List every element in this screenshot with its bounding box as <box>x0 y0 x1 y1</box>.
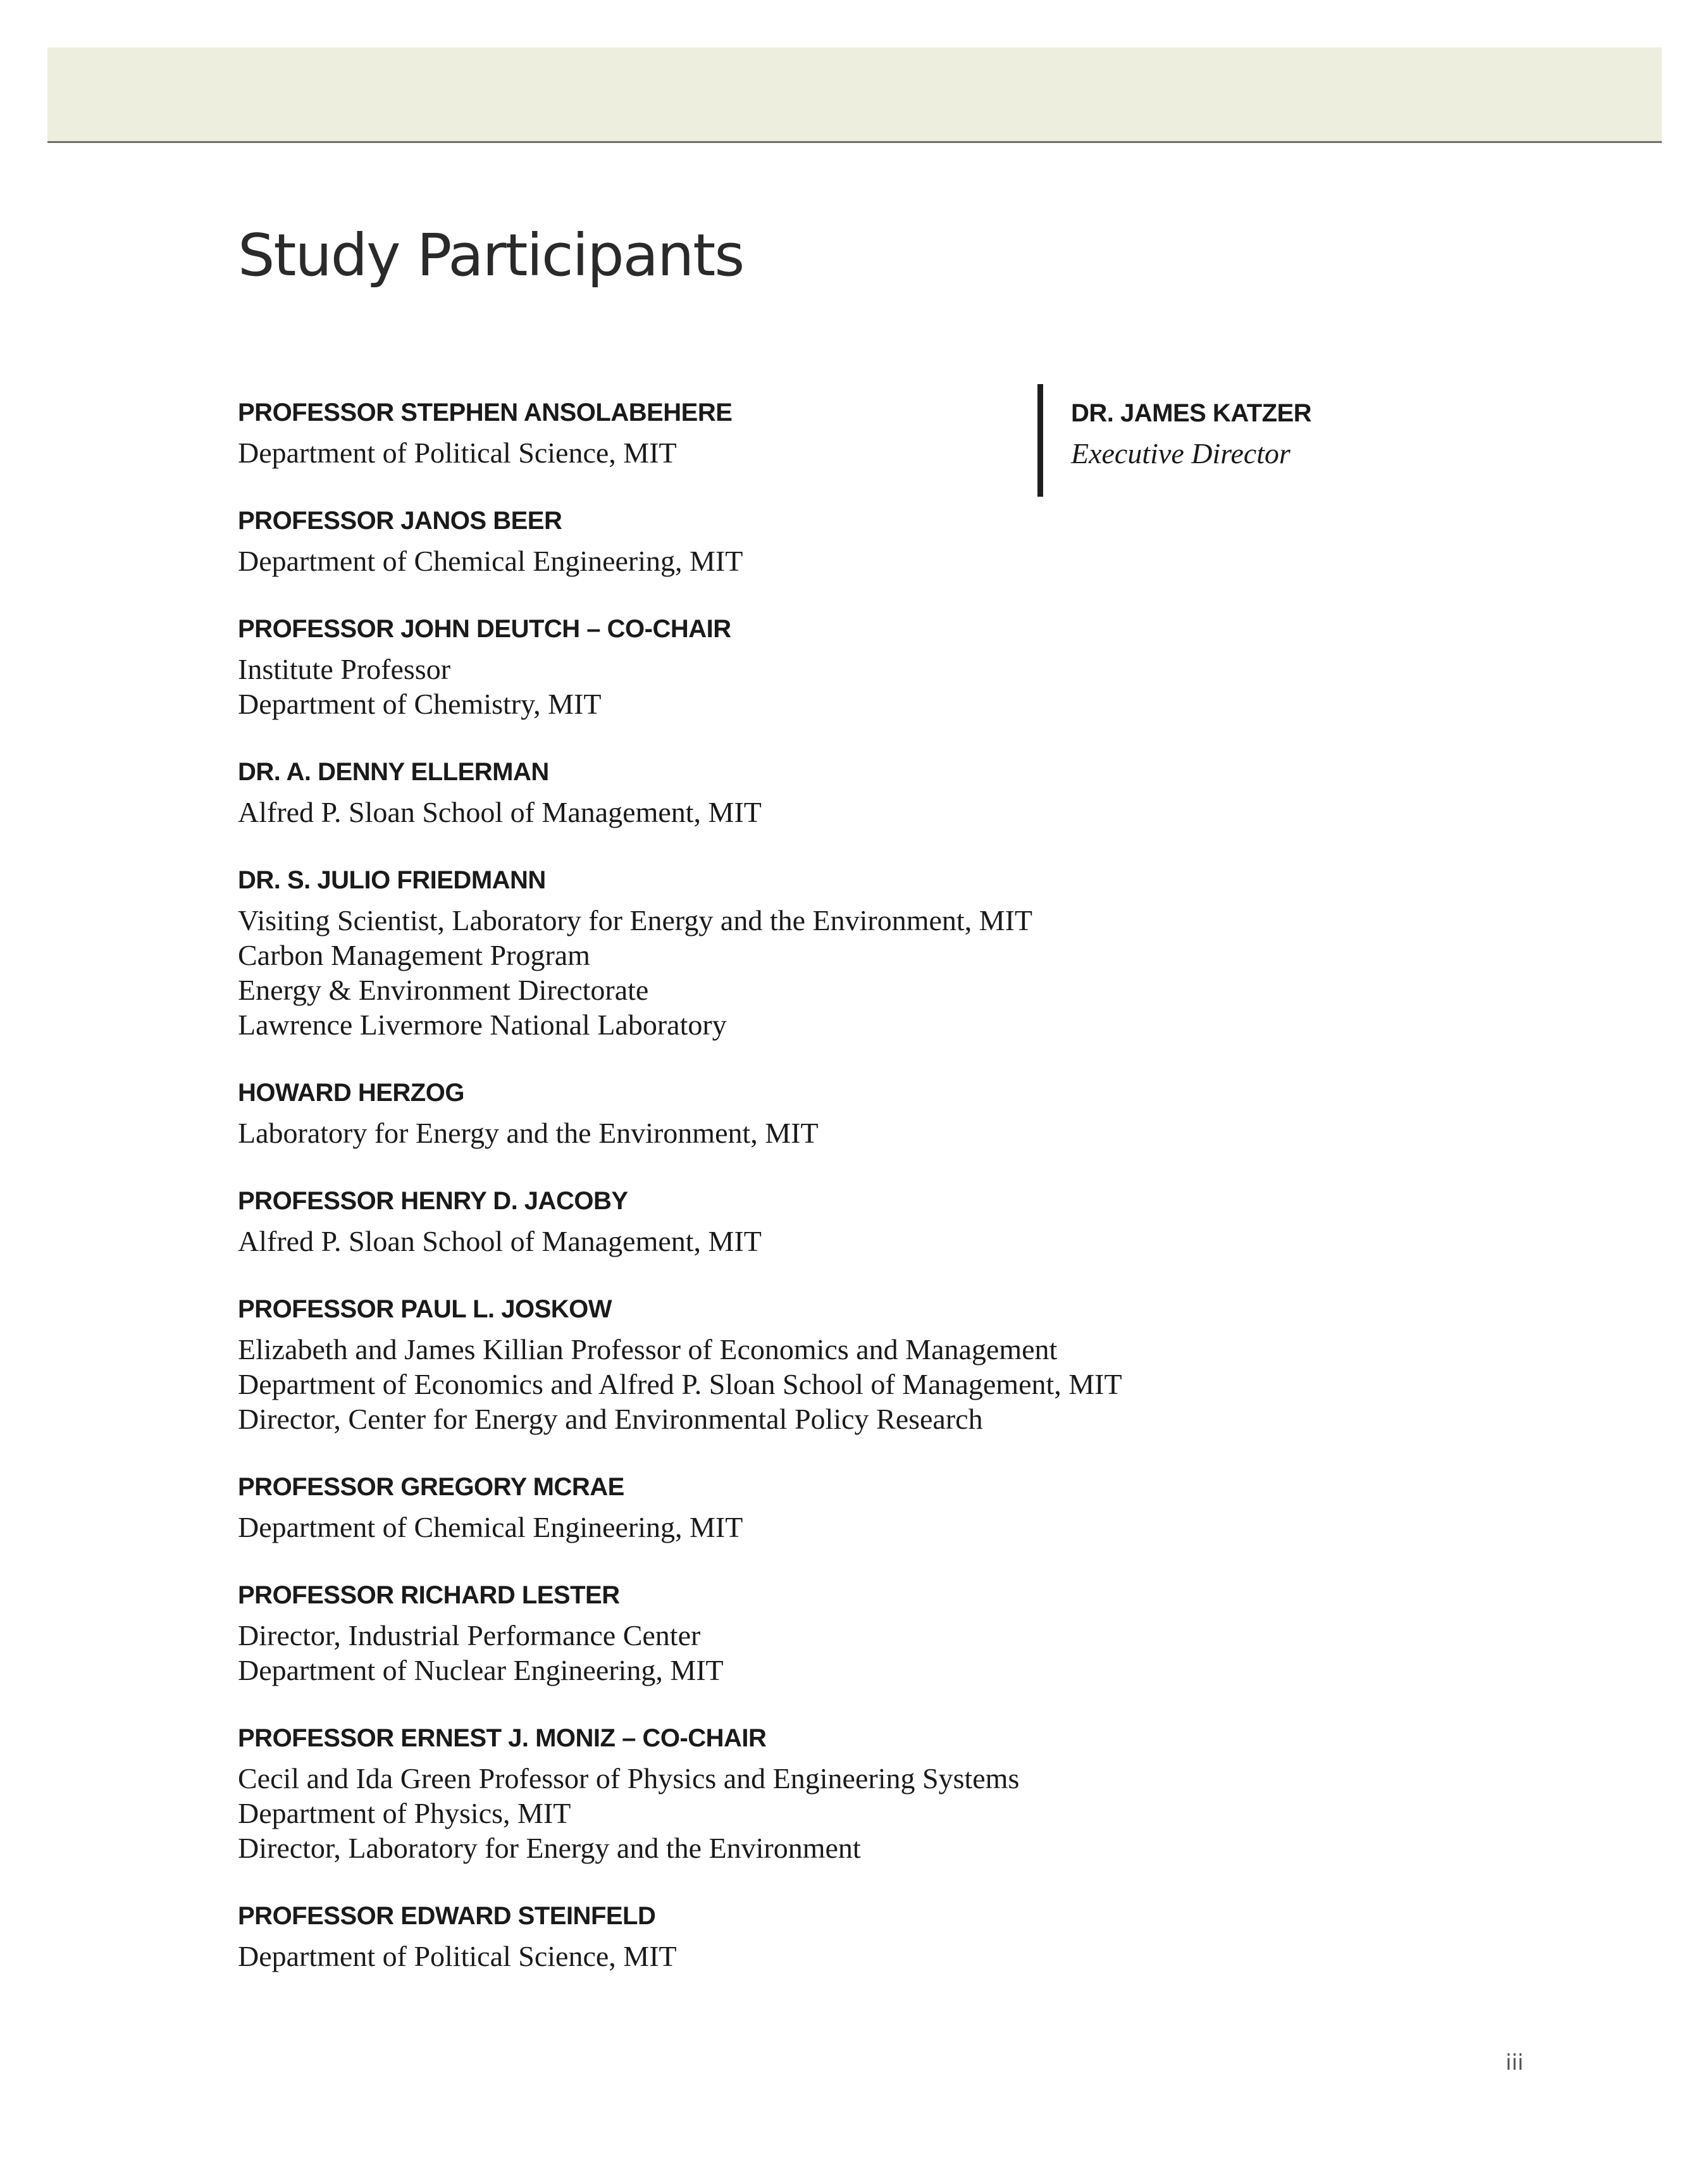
participant-name: DR. S. JULIO FRIEDMANN <box>238 866 546 894</box>
participant-name: PROFESSOR PAUL L. JOSKOW <box>238 1295 612 1323</box>
participant-affiliation: Department of Political Science, MIT <box>238 1940 677 1972</box>
participant-affiliation: Department of Chemical Engineering, MIT <box>238 545 743 577</box>
participant-entry <box>238 1294 1250 1436</box>
participant-affiliation: Carbon Management Program <box>238 939 590 971</box>
participant-affiliation: Lawrence Livermore National Laboratory <box>238 1009 727 1041</box>
participant-entry <box>238 1723 1250 1865</box>
participant-affiliation: Director, Industrial Performance Center <box>238 1619 701 1651</box>
participant-affiliation: Alfred P. Sloan School of Management, MIT <box>238 1225 762 1257</box>
participant-entry <box>238 1901 1250 1974</box>
participant-entry <box>238 1472 1250 1545</box>
participant-name: PROFESSOR JANOS BEER <box>238 507 562 535</box>
participant-name: DR. A. DENNY ELLERMAN <box>238 758 549 786</box>
executive-director-role: Executive Director <box>1071 437 1290 470</box>
participant-affiliation: Department of Economics and Alfred P. Sloan School of Management, MIT <box>238 1368 1122 1400</box>
participant-name: PROFESSOR STEPHEN ANSOLABEHERE <box>238 399 733 426</box>
participant-entry <box>238 757 1250 830</box>
participant-affiliation: Laboratory for Energy and the Environment, MIT <box>238 1117 819 1149</box>
participant-name: PROFESSOR HENRY D. JACOBY <box>238 1187 628 1215</box>
participant-name: HOWARD HERZOG <box>238 1079 464 1107</box>
participant-affiliation: Visiting Scientist, Laboratory for Energy and the Environment, MIT <box>238 904 1033 936</box>
participant-affiliation: Cecil and Ida Green Professor of Physics and Engineering Systems <box>238 1762 1020 1794</box>
participant-name: PROFESSOR JOHN DEUTCH – CO-CHAIR <box>238 615 731 643</box>
participant-entry <box>238 1078 1250 1150</box>
participant-affiliation: Alfred P. Sloan School of Management, MIT <box>238 796 762 828</box>
participant-affiliation: Institute Professor <box>238 653 451 685</box>
participant-affiliation: Director, Center for Energy and Environmental Policy Research <box>238 1403 983 1435</box>
participant-affiliation: Department of Chemical Engineering, MIT <box>238 1511 743 1543</box>
participant-name: PROFESSOR EDWARD STEINFELD <box>238 1902 656 1930</box>
participant-name: PROFESSOR ERNEST J. MONIZ – CO-CHAIR <box>238 1724 767 1752</box>
participant-entry <box>238 865 1250 1042</box>
participant-name: PROFESSOR GREGORY MCRAE <box>238 1473 624 1501</box>
participant-list <box>238 397 1250 2009</box>
participant-affiliation: Department of Physics, MIT <box>238 1797 571 1829</box>
page-number: iii <box>1506 2050 1524 2075</box>
participant-entry <box>238 614 1250 721</box>
participant-affiliation: Director, Laboratory for Energy and the Environment <box>238 1832 861 1864</box>
participant-affiliation: Department of Nuclear Engineering, MIT <box>238 1654 724 1686</box>
header-band <box>47 47 1662 143</box>
executive-director-callout <box>1037 384 1480 497</box>
participant-affiliation: Department of Political Science, MIT <box>238 437 677 469</box>
participant-affiliation: Elizabeth and James Killian Professor of Economics and Management <box>238 1333 1058 1365</box>
participant-affiliation: Department of Chemistry, MIT <box>238 688 602 720</box>
participant-entry <box>238 1580 1250 1688</box>
participant-entry <box>238 506 1250 578</box>
participant-name: PROFESSOR RICHARD LESTER <box>238 1581 620 1609</box>
participant-entry <box>238 1186 1250 1259</box>
executive-director-name: DR. JAMES KATZER <box>1071 399 1312 427</box>
participant-affiliation: Energy & Environment Directorate <box>238 974 649 1006</box>
page-title: Study Participants <box>238 221 744 289</box>
